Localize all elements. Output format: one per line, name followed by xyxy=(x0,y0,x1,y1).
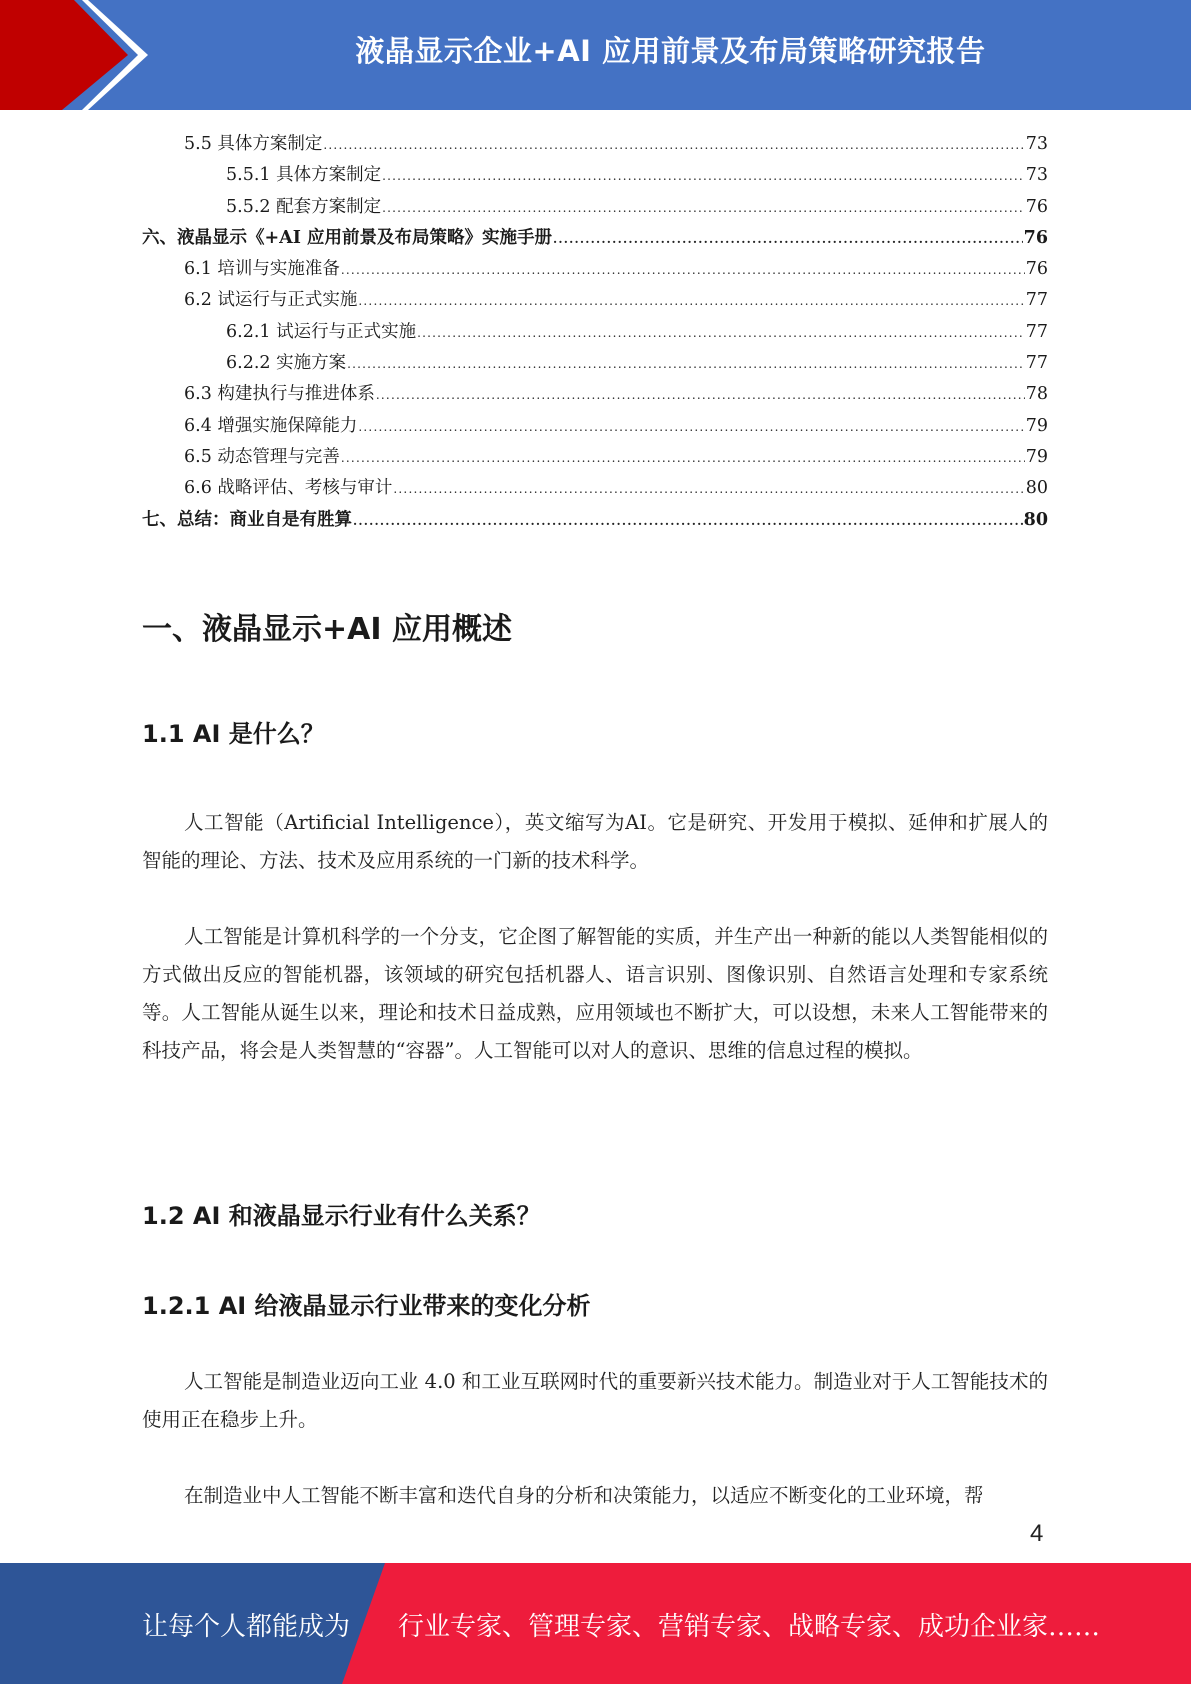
page-footer xyxy=(0,1563,1191,1684)
toc-leader-dots xyxy=(341,443,1025,474)
toc-leader-dots xyxy=(382,161,1025,192)
toc-entry[interactable] xyxy=(142,505,1048,536)
toc-entry[interactable] xyxy=(142,317,1048,348)
toc-entry[interactable] xyxy=(142,254,1048,285)
toc-leader-dots xyxy=(417,318,1025,349)
toc-entry[interactable] xyxy=(142,160,1048,191)
toc-page-number: 77 xyxy=(1025,353,1048,374)
toc-page-number: 77 xyxy=(1025,290,1048,311)
toc-entry[interactable] xyxy=(142,348,1048,379)
toc-entry[interactable] xyxy=(142,411,1048,442)
body-paragraph: 人工智能（Artificial Intelligence），英文缩写为AI。它是研究、开发用于模拟、延伸和扩展人的智能的理论、方法、技术及应用系统的一门新的技术科学。 xyxy=(142,811,1048,872)
toc-entry-label: 七、总结：商业自是有胜算 xyxy=(142,509,352,530)
toc-leader-dots xyxy=(341,255,1025,286)
body-paragraph: 人工智能是计算机科学的一个分支，它企图了解智能的实质，并生产出一种新的能以人类智能相似的方式做出反应的智能机器，该领域的研究包括机器人、语言识别、图像识别、自然语言处理和专家系统等。人工智能从诞生以来，理论和技术日益成熟，应用领域也不断扩大，可以设想，未来人工智能带来的科技产品，将会是人类智慧的“容器”。人工智能可以对人的意识、思维的信息过程的模拟。 xyxy=(142,925,1048,1062)
toc-entry-label: 6.2.2 实施方案 xyxy=(226,353,347,374)
toc-leader-dots xyxy=(393,474,1024,505)
toc-leader-dots xyxy=(358,286,1024,317)
footer-slogan-left: 让每个人都能成为 xyxy=(142,1612,351,1642)
body-paragraph: 在制造业中人工智能不断丰富和迭代自身的分析和决策能力，以适应不断变化的工业环境，帮 xyxy=(184,1484,984,1507)
toc-entry-label: 5.5 具体方案制定 xyxy=(184,134,323,154)
subsection-heading: 1.1 AI 是什么？ xyxy=(142,720,325,748)
toc-page-number: 76 xyxy=(1023,227,1048,248)
toc-page-number: 78 xyxy=(1025,384,1048,405)
toc-entry[interactable] xyxy=(142,473,1048,504)
footer-slogan-right: 行业专家、管理专家、营销专家、战略专家、成功企业家…… xyxy=(398,1612,1101,1642)
body-paragraph: 人工智能是制造业迈向工业 4.0 和工业互联网时代的重要新兴技术能力。制造业对于人工智能技术的使用正在稳步上升。 xyxy=(142,1370,1048,1431)
toc-page-number: 73 xyxy=(1025,165,1048,186)
toc-entry-label: 6.4 增强实施保障能力 xyxy=(184,415,358,436)
toc-page-number: 79 xyxy=(1025,415,1048,436)
toc-leader-dots xyxy=(553,224,1023,255)
toc-entry-label: 六、液晶显示《+AI 应用前景及布局策略》实施手册 xyxy=(142,227,553,248)
toc-page-number: 77 xyxy=(1025,321,1048,342)
toc-entry-label: 6.6 战略评估、考核与审计 xyxy=(184,478,393,499)
toc-leader-dots xyxy=(358,412,1024,443)
toc-page-number: 76 xyxy=(1025,196,1048,217)
toc-page-number: 76 xyxy=(1025,259,1048,280)
subsection-heading: 1.2 AI 和液晶显示行业有什么关系？ xyxy=(142,1202,541,1230)
toc-entry-label: 6.5 动态管理与完善 xyxy=(184,446,340,467)
document-title: 液晶显示企业+AI 应用前景及布局策略研究报告 xyxy=(355,34,986,68)
toc-leader-dots xyxy=(323,130,1024,161)
toc-entry-label: 6.1 培训与实施准备 xyxy=(184,259,340,280)
toc-page-number: 73 xyxy=(1025,134,1048,154)
toc-leader-dots xyxy=(353,506,1023,537)
subsubsection-heading: 1.2.1 AI 给液晶显示行业带来的变化分析 xyxy=(142,1292,591,1320)
toc-entry[interactable] xyxy=(142,379,1048,410)
toc-entry[interactable] xyxy=(142,192,1048,223)
page-number: 4 xyxy=(1030,1520,1044,1547)
toc-entry[interactable] xyxy=(142,223,1048,254)
toc-entry[interactable] xyxy=(142,442,1048,473)
toc-entry-label: 5.5.1 具体方案制定 xyxy=(226,165,382,186)
toc-entry[interactable] xyxy=(142,285,1048,316)
table-of-contents xyxy=(142,129,1048,536)
toc-page-number: 80 xyxy=(1025,478,1048,499)
toc-leader-dots xyxy=(376,380,1025,411)
toc-entry-label: 6.2 试运行与正式实施 xyxy=(184,290,358,311)
toc-entry[interactable] xyxy=(142,129,1048,160)
toc-page-number: 79 xyxy=(1025,446,1048,467)
toc-entry-label: 6.3 构建执行与推进体系 xyxy=(184,384,375,405)
toc-leader-dots xyxy=(382,193,1025,224)
page-header xyxy=(0,0,1191,110)
section-heading: 一、液晶显示+AI 应用概述 xyxy=(142,612,512,647)
toc-page-number: 80 xyxy=(1023,509,1048,530)
toc-entry-label: 6.2.1 试运行与正式实施 xyxy=(226,321,417,342)
toc-leader-dots xyxy=(347,349,1025,380)
toc-entry-label: 5.5.2 配套方案制定 xyxy=(226,196,382,217)
